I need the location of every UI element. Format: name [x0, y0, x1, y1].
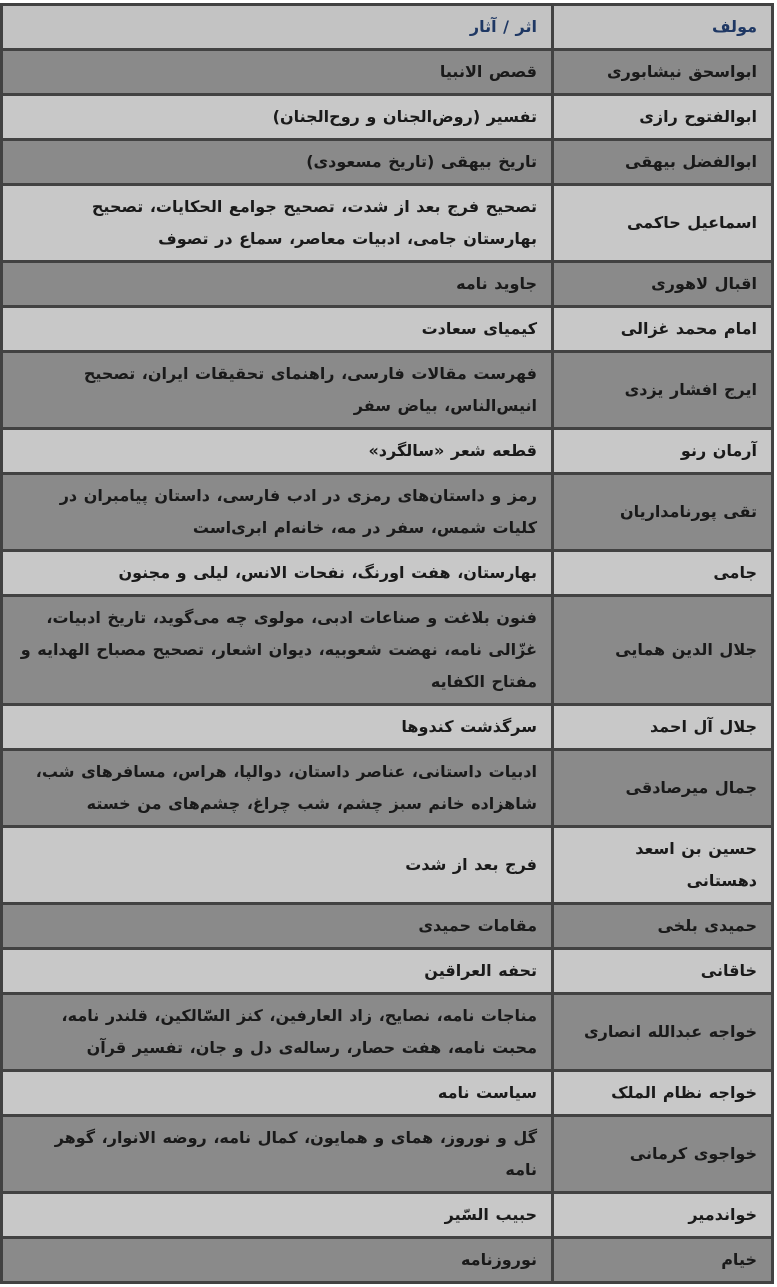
author-cell: خاقانی: [553, 949, 773, 994]
table-row: [2, 827, 773, 904]
header-row: [2, 5, 773, 50]
table-row: [2, 140, 773, 185]
author-cell: حسین بن اسعد دهستانی: [553, 827, 773, 904]
works-cell: مقامات حمیدی: [2, 904, 553, 949]
works-cell: بهارستان، هفت اورنگ، نفحات الانس، لیلی و مجنون: [2, 551, 553, 596]
works-cell: گل و نوروز، همای و همایون، کمال نامه، روضه الانوار، گوهر نامه: [2, 1116, 553, 1193]
author-cell: جلال آل احمد: [553, 705, 773, 750]
works-cell: ادبیات داستانی، عناصر داستان، دوالپا، هراس، مسافرهای شب، شاهزاده خانم سبز چشم، شب چراغ، چشم‌های من خسته: [2, 750, 553, 827]
author-cell: خواجه عبدالله انصاری: [553, 994, 773, 1071]
table-row: [2, 95, 773, 140]
table-row: [2, 596, 773, 705]
table-row: [2, 185, 773, 262]
table-row: [2, 949, 773, 994]
works-cell: حبیب السّیر: [2, 1193, 553, 1238]
works-cell: سیاست نامه: [2, 1071, 553, 1116]
table-row: [2, 705, 773, 750]
author-cell: ابوالفضل بیهقی: [553, 140, 773, 185]
table-header: [2, 5, 773, 50]
author-cell: جلال الدین همایی: [553, 596, 773, 705]
table-row: [2, 750, 773, 827]
table-row: [2, 262, 773, 307]
column-header-author: مولف: [553, 5, 773, 50]
works-cell: فرج بعد از شدت: [2, 827, 553, 904]
table-row: [2, 1238, 773, 1283]
column-header-works: اثر / آثار: [2, 5, 553, 50]
author-cell: جمال میرصادقی: [553, 750, 773, 827]
author-cell: اقبال لاهوری: [553, 262, 773, 307]
authors-works-table: [0, 3, 774, 1284]
table-row: [2, 551, 773, 596]
works-cell: جاوید نامه: [2, 262, 553, 307]
table-row: [2, 904, 773, 949]
works-cell: نوروزنامه: [2, 1238, 553, 1283]
table-row: [2, 1193, 773, 1238]
author-cell: خواندمیر: [553, 1193, 773, 1238]
works-cell: مناجات نامه، نصایح، زاد العارفین، کنز السّالکین، قلندر نامه، محبت نامه، هفت حصار، رساله‌ی دل و جان، تفسیر قرآن: [2, 994, 553, 1071]
works-cell: فهرست مقالات فارسی، راهنمای تحقیقات ایران، تصحیح انیس‌الناس، بیاض سفر: [2, 352, 553, 429]
author-cell: آرمان رنو: [553, 429, 773, 474]
author-cell: ابواسحق نیشابوری: [553, 50, 773, 95]
table-row: [2, 50, 773, 95]
works-cell: قطعه شعر «سالگرد»: [2, 429, 553, 474]
table-row: [2, 994, 773, 1071]
works-cell: تحفه العراقین: [2, 949, 553, 994]
works-cell: رمز و داستان‌های رمزی در ادب فارسی، داستان پیامبران در کلیات شمس، سفر در مه، خانه‌ام ابری‌است: [2, 474, 553, 551]
author-cell: ابوالفتوح رازی: [553, 95, 773, 140]
works-cell: تاریخ بیهقی (تاریخ مسعودی): [2, 140, 553, 185]
works-cell: تفسیر (روض‌الجنان و روح‌الجنان): [2, 95, 553, 140]
author-cell: خواجه نظام الملک: [553, 1071, 773, 1116]
table-row: [2, 474, 773, 551]
author-cell: حمیدی بلخی: [553, 904, 773, 949]
works-cell: تصحیح فرج بعد از شدت، تصحیح جوامع الحکایات، تصحیح بهارستان جامی، ادبیات معاصر، سماع در تصوف: [2, 185, 553, 262]
works-cell: فنون بلاغت و صناعات ادبی، مولوی چه می‌گوید، تاریخ ادبیات، غزّالی نامه، نهضت شعوبیه، دیوان اشعار، تصحیح مصباح الهدایه و مفتاح الکفایه: [2, 596, 553, 705]
author-cell: خیام: [553, 1238, 773, 1283]
table-row: [2, 352, 773, 429]
table-row: [2, 1071, 773, 1116]
works-cell: قصص الانبیا: [2, 50, 553, 95]
author-cell: ایرج افشار یزدی: [553, 352, 773, 429]
table-row: [2, 1116, 773, 1193]
table-body: [2, 50, 773, 1283]
works-cell: سرگذشت کندوها: [2, 705, 553, 750]
author-cell: جامی: [553, 551, 773, 596]
author-cell: تقی پورنامداریان: [553, 474, 773, 551]
works-cell: کیمیای سعادت: [2, 307, 553, 352]
table-row: [2, 307, 773, 352]
author-cell: خواجوی کرمانی: [553, 1116, 773, 1193]
author-cell: امام محمد غزالی: [553, 307, 773, 352]
author-cell: اسماعیل حاکمی: [553, 185, 773, 262]
table-row: [2, 429, 773, 474]
